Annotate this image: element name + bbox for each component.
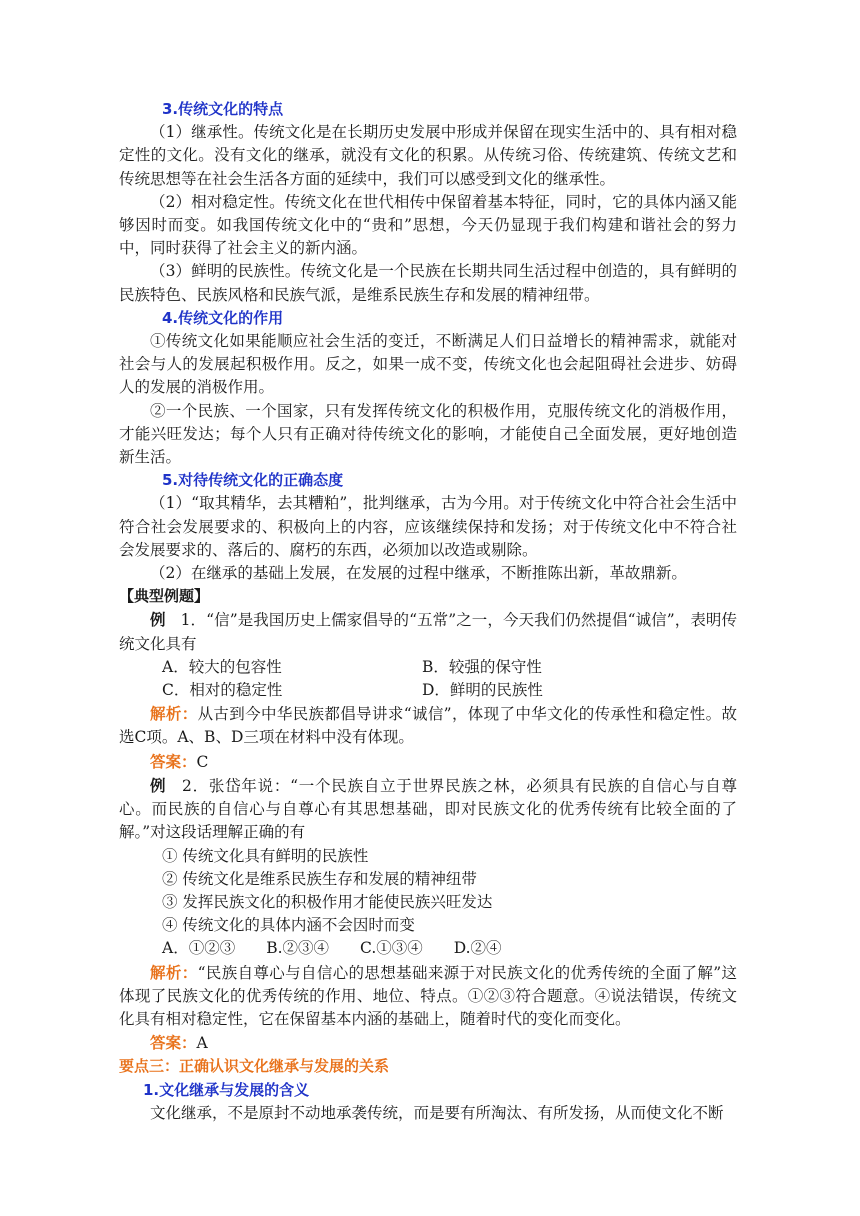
answer-label: 答案：: [150, 751, 197, 771]
key-point-3-sub-1-title: 1.文化继承与发展的含义: [143, 1080, 310, 1099]
document-body: [119, 98, 737, 1125]
example-2-question: [119, 774, 737, 845]
example-1-question: [119, 608, 737, 655]
option-d: D．鲜明的民族性: [422, 681, 543, 700]
example-1-analysis: [119, 702, 737, 749]
section-3-para-1: （1）继承性。传统文化是在长期历史发展中形成并保留在现实生活中的、具有相对稳定性的文化。没有文化的继承，就没有文化的积累。从传统习俗、传统建筑、传统文艺和传统思想等在社会生活各方面的延续中，我们可以感受到文化的继承性。: [119, 123, 737, 188]
example-1-answer: [119, 750, 737, 774]
example-2-analysis: [119, 961, 737, 1032]
analysis-text: 从古到今中华民族都倡导讲求“诚信”，体现了中华文化的传承性和稳定性。故选C项。A、B、D三项在材料中没有体现。: [119, 705, 737, 747]
answer-value: A: [196, 1034, 208, 1053]
statement-1: ① 传统文化具有鲜明的民族性: [162, 846, 369, 865]
section-4-para-1: ①传统文化如果能顺应社会生活的变迁，不断满足人们日益增长的精神需求，就能对社会与人的发展起积极作用。反之，如果一成不变，传统文化也会起阻碍社会进步、妨碍人的发展的消极作用。: [119, 332, 737, 397]
key-point-3-para-1: 文化继承，不是原封不动地承袭传统，而是要有所淘汰、有所发扬，从而使文化不断: [150, 1103, 724, 1122]
examples-heading: 【典型例题】: [119, 587, 210, 606]
section-3-para-2: （2）相对稳定性。传统文化在世代相传中保留着基本特征，同时，它的具体内涵又能够因时而变。如我国传统文化中的“贵和”思想，今天仍显现于我们构建和谐社会的努力中，同时获得了社会主义的新内涵。: [119, 192, 737, 258]
example-2-answer: [119, 1031, 737, 1055]
statement-2: ② 传统文化是维系民族生存和发展的精神纽带: [162, 869, 477, 888]
example-2-choices: A．①②③ B.②③④ C.①③④ D.②④: [162, 939, 502, 958]
statement-3: ③ 发挥民族文化的积极作用才能使民族兴旺发达: [162, 892, 493, 911]
example-1-text: 1．“信”是我国历史上儒家倡导的“五常”之一，今天我们仍然提倡“诚信”，表明传统文化具有: [119, 611, 737, 653]
answer-label: 答案：: [150, 1033, 197, 1053]
section-5-title: 5.对待传统文化的正确态度: [162, 471, 344, 490]
section-5-para-1: （1）“取其精华，去其糟粕”，批判继承，古为今用。对于传统文化中符合社会生活中符合社会发展要求的、积极向上的内容，应该继续保持和发扬；对于传统文化中不符合社会发展要求的、落后的、腐朽的东西，必须加以改造或剔除。: [119, 494, 737, 559]
analysis-label: 解析：: [150, 704, 198, 724]
section-3-para-3: （3）鲜明的民族性。传统文化是一个民族在长期共同生活过程中创造的，具有鲜明的民族特色、民族风格和民族气派，是维系民族生存和发展的精神纽带。: [119, 262, 737, 304]
statement-4: ④ 传统文化的具体内涵不会因时而变: [162, 916, 415, 935]
analysis-label: 解析：: [150, 962, 198, 982]
key-point-3-title: 要点三：正确认识文化继承与发展的关系: [119, 1057, 390, 1076]
example-1-options: [119, 656, 737, 702]
option-b: B．较强的保守性: [422, 657, 542, 676]
analysis-text: “民族自尊心与自信心的思想基础来源于对民族文化的优秀传统的全面了解”这体现了民族文化的优秀传统的作用、地位、特点。①②③符合题意。④说法错误，传统文化具有相对稳定性，它在保留基本内涵的基础上，随着时代的变化而变化。: [119, 963, 737, 1028]
answer-value: C: [196, 752, 209, 771]
example-2-label: 例: [150, 775, 177, 795]
example-1-label: 例: [150, 610, 176, 630]
section-5-para-2: （2）在继承的基础上发展，在发展的过程中继承，不断推陈出新，革故鼎新。: [150, 564, 687, 583]
section-3-title: 3.传统文化的特点: [162, 100, 284, 118]
option-c: C．相对的稳定性: [162, 681, 283, 700]
example-2-text: 2．张岱年说：“一个民族自立于世界民族之林，必须具有民族的自信心与自尊心。而民族的自信心与自尊心有其思想基础，即对民族文化的优秀传统有比较全面的了解。”对这段话理解正确的有: [119, 776, 737, 842]
section-4-title: 4.传统文化的作用: [162, 308, 284, 327]
section-4-para-2: ②一个民族、一个国家，只有发挥传统文化的积极作用，克服传统文化的消极作用，才能兴旺发达；每个人只有正确对待传统文化的影响，才能使自己全面发展，更好地创造新生活。: [119, 401, 737, 467]
option-a: A．较大的包容性: [162, 657, 282, 676]
